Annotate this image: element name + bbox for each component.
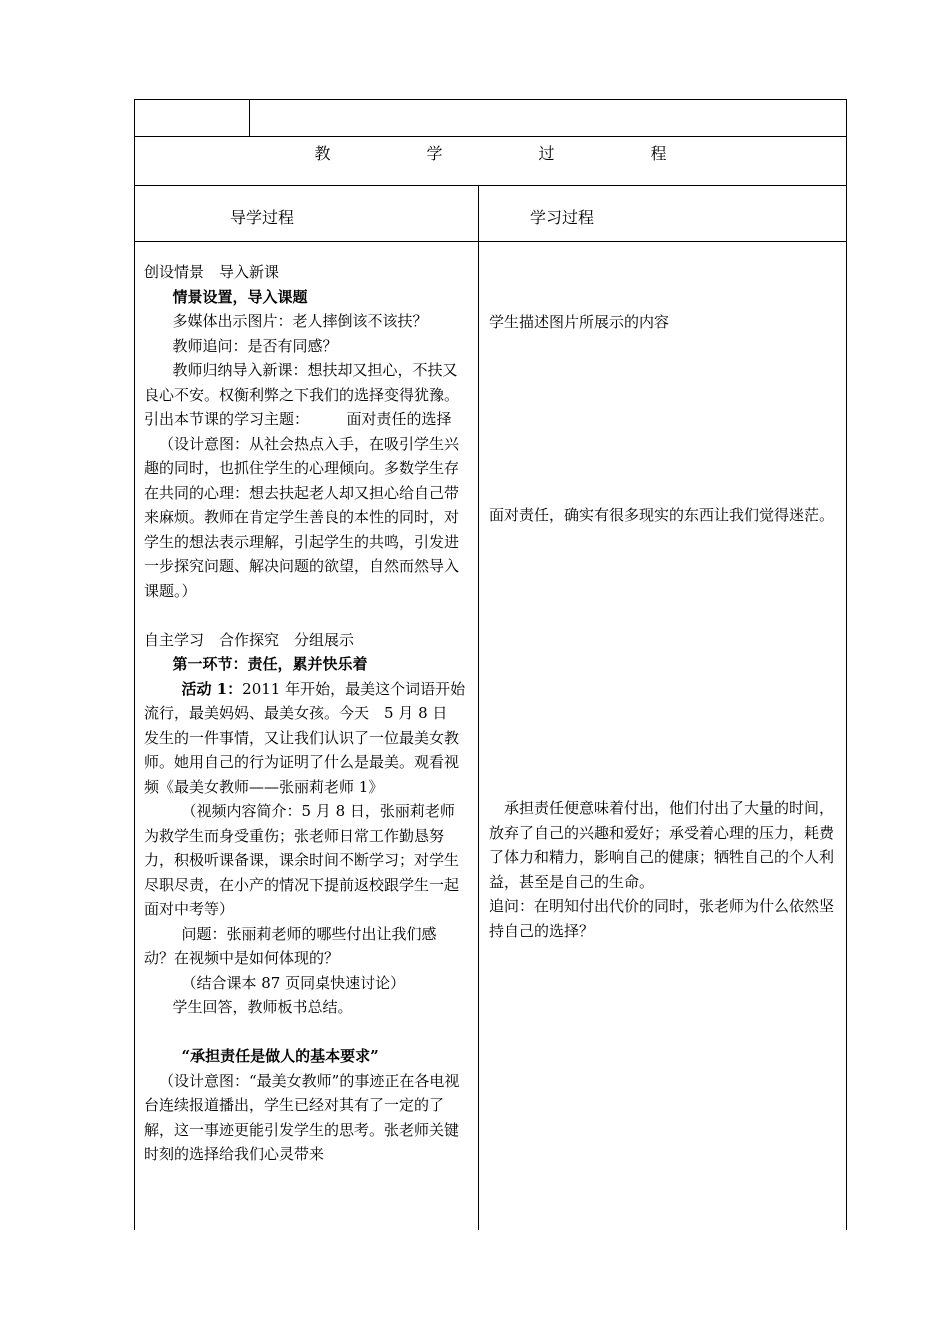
guide-process-column — [144, 260, 466, 1167]
spacer — [144, 1020, 466, 1045]
design-intent: （设计意图：“最美女教师”的事迹正在各电视台连续报道播出，学生已经对其有了一定的了解，这一事迹更能引发学生的思考。张老师关键时刻的选择给我们心灵带来 — [144, 1071, 460, 1163]
answer-note: 学生回答，教师板书总结。 — [172, 998, 353, 1016]
student-response-3 — [489, 796, 835, 943]
title-char: 程 — [650, 144, 667, 163]
title-char: 教 — [314, 144, 331, 163]
row-divider-1 — [134, 136, 847, 137]
video-summary: （视频内容简介：5 月 8 日，张丽莉老师为救学生而身受重伤；张老师日常工作勤恳努力，积极听课备课，课余时间不断学习；对学生尽职尽责，在小产的情况下提前返校跟学生一起面对中考等） — [144, 802, 460, 918]
top-cell-divider — [249, 99, 250, 137]
section-subheading: 情景设置，导入课题 — [172, 287, 308, 306]
paragraph: 教师归纳导入新课：想扶却又担心，不扶又良心不安。权衡利弊之下我们的选择变得犹豫。引出本节课的学习主题： 面对责任的选择 — [144, 361, 460, 428]
section-subheading: 第一环节：责任，累并快乐着 — [172, 655, 368, 673]
column-header-right: 学习过程 — [530, 208, 595, 227]
activity-paragraph — [144, 677, 466, 800]
activity-text: 2011 年开始，最美这个词语开始流行，最美妈妈、最美女孩。今天 5 月 8 日 发生的一件事情，又让我们认识了一位最美女教师。她用自己的行为证明了什么是最美。观看视频《最美女教师——张丽莉老师 1》 — [144, 679, 466, 796]
paragraph: 教师追问：是否有同感？ — [172, 336, 338, 355]
title-char: 过 — [538, 144, 555, 163]
follow-up-question: 追问：在明知付出代价的同时，张老师为什么依然坚持自己的选择？ — [489, 897, 835, 940]
column-divider — [478, 185, 479, 1230]
student-response-1: 学生描述图片所展示的内容 — [489, 313, 670, 331]
quote-heading: “承担责任是做人的基本要求” — [181, 1047, 379, 1065]
section-heading: 创设情景 导入新课 — [144, 263, 280, 281]
section-title — [135, 141, 846, 164]
row-divider-2 — [134, 185, 847, 186]
spacer — [144, 603, 466, 628]
column-header-left: 导学过程 — [230, 208, 295, 227]
paragraph: 多媒体出示图片：老人摔倒该不该扶？ — [172, 312, 428, 330]
title-char: 学 — [426, 144, 443, 163]
design-intent: （设计意图：从社会热点入手，在吸引学生兴趣的同时，也抓住学生的心理倾向。多数学生存在共同的心理：想去扶起老人却又担心给自己带来麻烦。教师在肯定学生善良的本性的同时，对学生的想法表示理解，引起学生的共鸣，引发进一步探究问题、解决问题的欲望，自然而然导入课题。） — [144, 434, 460, 600]
section-heading: 自主学习 合作探究 分组展示 — [144, 630, 355, 649]
activity-label: 活动 1： — [181, 679, 243, 698]
row-divider-3 — [134, 241, 847, 242]
textbook-note: （结合课本 87 页同桌快速讨论） — [181, 973, 406, 992]
question: 问题：张丽莉老师的哪些付出让我们感动？在视频中是如何体现的？ — [144, 924, 437, 967]
response-paragraph: 承担责任便意味着付出，他们付出了大量的时间，放弃了自己的兴趣和爱好；承受着心理的压力，耗费了体力和精力，影响自己的健康；牺牲自己的个人利益，甚至是自己的生命。 — [489, 799, 835, 891]
student-response-2: 面对责任，确实有很多现实的东西让我们觉得迷茫。 — [489, 506, 835, 524]
